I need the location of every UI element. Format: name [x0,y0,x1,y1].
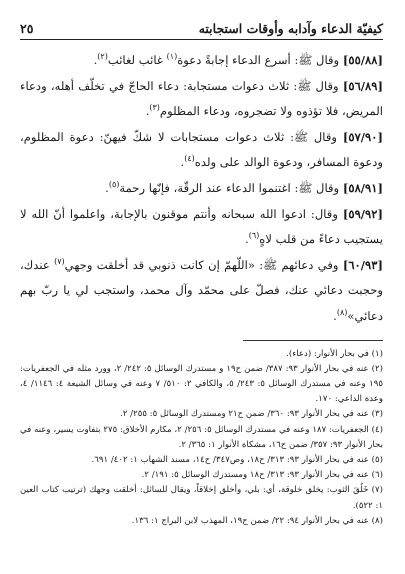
hadith-entry-92 [20,202,383,253]
footnote-ref: (٢) [97,52,108,62]
footnotes [20,347,383,529]
entry-text: . [93,53,98,67]
footnote-ref: (٥) [108,180,120,190]
entry-text: . [245,232,249,247]
footnote-ref: (٧) [54,256,65,266]
body-text [20,48,383,330]
entry-text: وقال ﷺ: اغتنموا الدعاء عند الرقّة، فإنّها رحمة [119,180,343,195]
hadith-entry-93 [20,253,383,330]
footnote-separator [243,340,383,341]
entry-text: . [145,104,150,119]
entry-text: عندك، وحجبت دعائي عنك، فصلّ على محمّد وآل محمد، واستجب لي يا ربّ بهم دعائي» [20,257,383,323]
footnote-ref: (١) [166,52,178,62]
header-title: كيفيّة الدعاء وآدابه وأوقات استجابته [198,21,383,36]
entry-number: [٥٥/٨٨] [342,53,383,67]
entry-number: [٥٧/٩٠] [342,129,383,144]
hadith-entry-89 [20,74,383,125]
entry-text: غائب لغائب [107,53,167,67]
hadith-entry-88 [20,48,383,74]
footnote: (٨) عنه في بحار الأنوار ٩٤: ٢٢/ ضمن ح١٩، المهذب لابن البراج ١: ١٣٦. [131,515,383,526]
footnote: (٢) عنه في بحار الأنوار ٩٣: ٣٨٧/ ضمن ح١٩ و مستدرك الوسائل ٥: ٢٤٢/ ٢، وورد مثله في الجعفريات: ١٩٥ وعنه في مستدرك الوسائل ٥: ٢٤٣/ ٥، والكافي ٢: ٥١٠/ ٧ وعنه في وسائل الشيعة ٤: ١١٤٦/ ٤، وعدة الداعي: ١٧٠. [20,363,383,405]
hadith-entry-90 [20,125,383,176]
page-header [20,14,383,40]
footnote: (١) في بحار الأنوار: (دعاء). [286,348,383,359]
entry-text: . [333,308,337,323]
footnote: (٧) خَلُقَ الثوب: يخلق خلوقة، أي: بلي، وأخلق إخلاقاً، ويقال للسائل: أخلقت وجهك (ترتيب كتاب العين ١: ٥٢٢). [20,485,383,511]
footnote: (٦) عنه في بحار الأنوار ٩٣: ٣١٣/ ح١٨ ومستدرك الوسائل ٥: ١٩١/ ٢. [141,470,383,481]
footnote-ref: (٦) [248,231,260,241]
footnote: (٣) عنه في بحار الأنوار ٩٣: ٣٦٠/ ضمن ح٢١ ومستدرك الوسائل ٥: ٢٥٥/ ٢. [120,409,383,420]
entry-number: [٥٨/٩١] [342,180,383,195]
entry-text: وقال ﷺ: أسرع الدعاء إجابةً دعوة [177,53,343,67]
footnote: (٤) الجعفريات: ١٨٧ وعنه في مستدرك الوسائل ٥: ٢٥٦/ ٢، مكارم الأخلاق: ٢٧٥ بتفاوت يسير، وعنه في بحار الأنوار ٩٣: ٣٥٧/ ضمن ح١٦، مشكاة الأنوار ١: ٣٦٥/ ٢. [20,424,383,450]
hadith-entry-91 [20,176,383,202]
footnote-ref: (٤) [184,154,195,164]
entry-text: وقال: ادعوا الله سبحانه وأنتم موقنون بالإجابة، واعلموا أنّ الله لا يستجيب دعاءً من قلب لاهٍ [20,206,383,247]
page-number: ٢٥ [20,21,34,36]
entry-text: . [105,180,109,195]
entry-number: [٥٦/٨٩] [342,78,383,93]
entry-text: وقال ﷺ: ثلاث دعوات مستجابة: دعاء الحاجّ في تخلّف أهله، ودعاء المريض، فلا تؤذوه ولا تضجروه، ودعاء المظلوم [20,78,383,119]
entry-number: [٦٠/٩٣] [342,257,383,272]
footnote-ref: (٣) [149,103,160,113]
entry-text: وفي دعائهم ﷺ: «اللّهمّ إن كانت ذنوبي قد أخلقت وجهي [64,257,343,272]
footnote: (٥) عنه في بحار الأنوار ٩٣: ٣١٣/ ح١٨، وص٣٤٧/ ح١٤، مسند الشهاب ١: ٤٠٢/ ٦٩١. [91,454,383,465]
entry-text: وقال ﷺ: ثلاث دعوات مستجابات لا شكّ فيهنّ: دعوة المظلوم، ودعوة المسافر، ودعوة الوالد على ولده [20,129,383,170]
entry-number: [٥٩/٩٢] [342,206,383,221]
footnote-ref: (٨) [336,308,348,318]
entry-text: . [180,155,185,170]
